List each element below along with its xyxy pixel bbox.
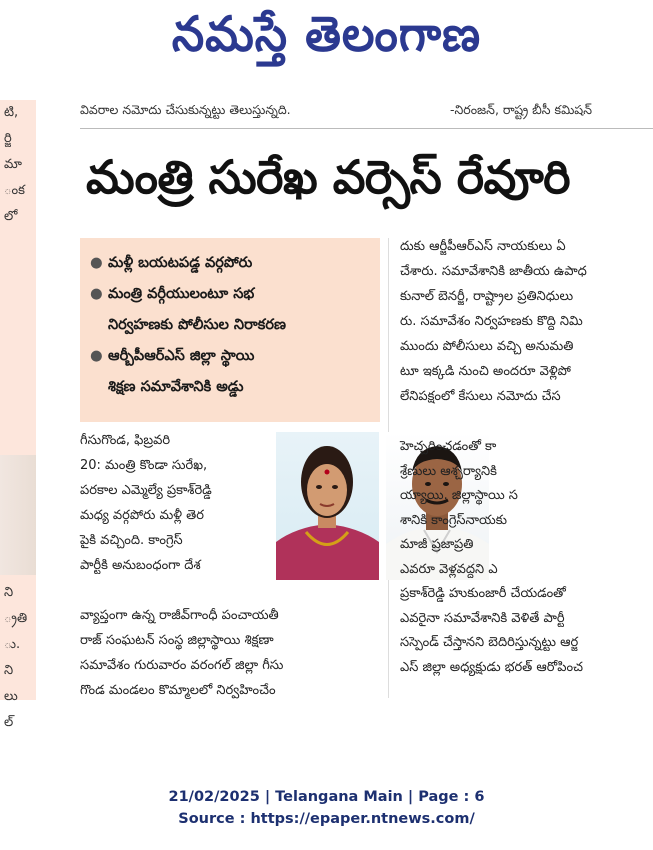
body-text-line: గీసుగొండ, ఫిబ్రవరి xyxy=(80,433,171,448)
body-text-line: హెచ్చరించడంతో కా xyxy=(400,439,497,454)
body-text-line: 20: మంత్రి కొండా సురేఖ, xyxy=(80,458,208,473)
adjacent-text-fragment: ని xyxy=(4,585,14,600)
article-body-right xyxy=(400,234,653,409)
adjacent-photo-edge xyxy=(0,455,36,575)
adjacent-text-fragment: లు xyxy=(4,689,18,704)
highlight-text: మంత్రి వర్గీయులంటూ సభ xyxy=(108,286,255,302)
page-footer xyxy=(0,786,653,830)
body-text-line: కునాల్ బెనర్జీ, రాష్ట్రాల ప్రతినిధులు xyxy=(400,289,574,304)
body-text-line: ముందు పోలీసులు వచ్చి అనుమతి xyxy=(400,339,574,354)
body-text-line: పైకి వచ్చింది. కాంగ్రెస్ xyxy=(80,533,183,548)
body-text-line: రు. సమావేశం నిర్వహణకు కొద్ది నిమి xyxy=(400,314,583,329)
adjacent-text-fragment: ంక xyxy=(4,183,25,198)
masthead xyxy=(0,0,653,80)
article-body-wide xyxy=(80,603,380,703)
adjacent-text-fragment: టి, xyxy=(4,105,19,120)
source-url[interactable]: Source : https://epaper.ntnews.com/ xyxy=(178,811,475,827)
article-body-right-lower xyxy=(400,434,653,679)
body-text-line: వ్యాప్తంగా ఉన్న రాజీవ్‌గాంధీ పంచాయతీ xyxy=(80,608,279,623)
body-text-line: మధ్య వర్గపోరు మళ్లీ తెర xyxy=(80,508,204,523)
highlight-text: నిర్వహణకు పోలీసుల నిరాకరణ xyxy=(108,317,286,333)
bullet-icon: ● xyxy=(90,286,103,302)
bullet-icon: ● xyxy=(90,255,103,271)
body-text-line: గొండ మండలం కొమ్మాలలో నిర్వహించేం xyxy=(80,683,276,698)
body-text-line: ఎవరైనా సమావేశానికి వెళితే పార్టీ xyxy=(400,610,565,626)
body-text-line: సమావేశం గురువారం వరంగల్ జిల్లా గీసు xyxy=(80,658,284,673)
previous-article-text: వివరాల నమోదు చేసుకున్నట్టు తెలుస్తున్నది. xyxy=(80,102,291,117)
adjacent-text-fragment: ని xyxy=(4,663,14,678)
adjacent-article-top xyxy=(0,100,36,230)
body-text-line: లేనిపక్షంలో కేసులు నమోదు చేస xyxy=(400,389,561,404)
highlight-item xyxy=(90,341,370,403)
highlights-box xyxy=(80,238,380,422)
adjacent-text-fragment: ్రతి xyxy=(4,611,28,626)
body-text-line: శ్రేణులు ఆశ్చర్యానికి xyxy=(400,463,497,479)
adjacent-article-strip xyxy=(0,100,36,730)
woman-portrait-icon xyxy=(276,432,379,580)
edition-info: 21/02/2025 | Telangana Main | Page : 6 xyxy=(168,789,485,805)
minister-photo xyxy=(276,432,379,580)
highlight-item xyxy=(90,248,370,279)
body-text-line: శానికి కాంగ్రెస్‌నాయకు xyxy=(400,512,508,528)
bullet-icon: ● xyxy=(90,348,103,364)
body-text-line: మాజీ ప్రజాప్రతి xyxy=(400,537,474,552)
body-text-line: టూ ఇక్కడి నుంచి అందరూ వెళ్లిపో xyxy=(400,364,571,379)
body-text-line: పరకాల ఎమ్మెల్యే ప్రకాశ్‌రెడ్డి xyxy=(80,483,212,498)
adjacent-text-fragment: ర్జి xyxy=(4,131,12,146)
highlight-text: మళ్లీ బయటపడ్డ వర్గపోరు xyxy=(108,255,253,271)
body-text-line: ఎస్ జిల్లా అధ్యక్షుడు భరత్ ఆరోపించ xyxy=(400,659,583,675)
adjacent-article-bottom xyxy=(0,580,27,736)
body-text-line: ఎవరూ వెళ్లవద్దని ఎ xyxy=(400,561,498,577)
adjacent-text-fragment: ు. xyxy=(4,637,21,652)
body-text-line: సస్పెండ్ చేస్తానని బెదిరిస్తున్నట్టు ఆర్జ xyxy=(400,635,579,650)
newspaper-logo: నమస్తే తెలంగాణ xyxy=(171,5,482,63)
body-text-line: పార్టీకి అనుబంధంగా దేశ xyxy=(80,558,201,573)
body-text-line: ప్రకాశ్‌రెడ్డి హుకుంజారీ చేయడంతో xyxy=(400,586,566,601)
body-text-line: చేశారు. సమావేశానికి జాతీయ ఉపాధ xyxy=(400,264,587,279)
divider xyxy=(80,128,653,129)
body-text-line: రాజ్ సంఘటన్ సంస్థ జిల్లాస్థాయి శిక్షణా xyxy=(80,633,274,648)
previous-article-tail xyxy=(80,102,653,122)
highlight-item xyxy=(90,279,370,341)
body-text-line: దుకు ఆర్జీపీఆర్ఎస్ నాయకులు ఏ xyxy=(400,239,566,254)
adjacent-text-fragment: ల్ xyxy=(4,715,14,730)
article-headline: మంత్రి సురేఖ వర్సెస్ రేవూరి xyxy=(86,150,571,204)
highlight-text: శిక్షణ సమావేశానికి అడ్డు xyxy=(108,379,244,395)
adjacent-text-fragment: మా xyxy=(4,157,22,172)
article-body-left xyxy=(80,428,275,578)
adjacent-text-fragment: లో xyxy=(4,209,18,224)
body-text-line: య్యాయి. జిల్లాస్థాయి స xyxy=(400,488,518,503)
previous-article-quote-credit: -నిరంజన్, రాష్ట్ర బీసీ కమిషన్ xyxy=(450,102,592,117)
highlight-text: ఆర్బీపీఆర్ఎస్ జిల్లా స్థాయి xyxy=(108,348,255,364)
